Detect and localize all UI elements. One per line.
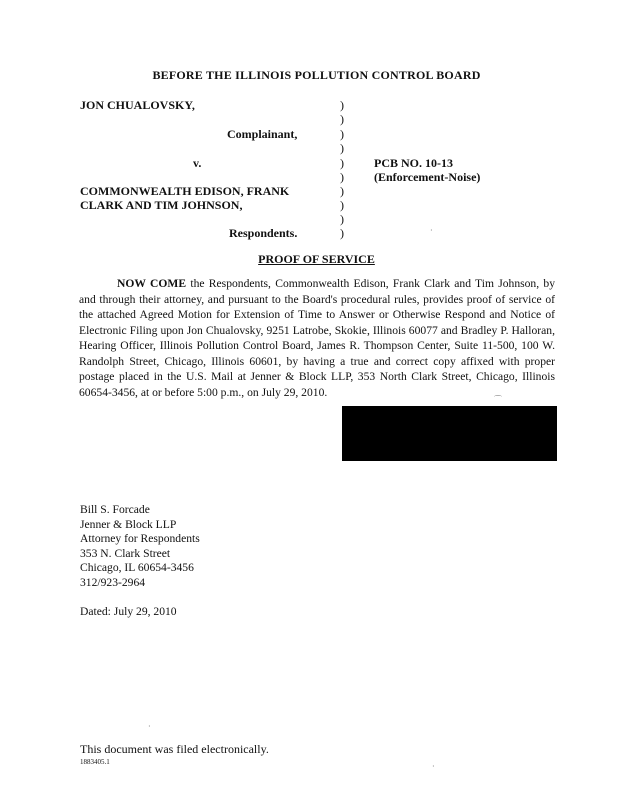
dated-line: Dated: July 29, 2010 [80, 605, 177, 618]
caption-paren: ) [340, 184, 344, 198]
defendants-line-1: COMMONWEALTH EDISON, FRANK [80, 184, 290, 198]
caption-paren: ) [340, 98, 344, 112]
scan-mark: ⌒ [494, 395, 502, 404]
scan-mark: · [148, 722, 151, 731]
court-heading: BEFORE THE ILLINOIS POLLUTION CONTROL BOARD [152, 68, 481, 82]
scan-mark: · [430, 226, 433, 235]
defendants-role: Respondents. [229, 226, 298, 240]
redacted-signature [342, 406, 557, 461]
document-id: 1883405.1 [80, 758, 110, 766]
body-text: the Respondents, Commonwealth Edison, Frank Clark and Tim Johnson, by and through their attorney, and pursuant to the Board's procedural rules, provides proof of service of the attached Agreed Motion for Extension of Time to Answer or Otherwise Respond and Notice of Electronic Filing upon Jon Chualovsky, 9251 Latrobe, Skokie, Illinois 60077 and Bradley P. Halloran, Hearing Officer, Illinois Pollution Control Board, James R. Thompson Center, Suite 11-500, 100 W. Randolph Street, Chicago, Illinois 60601, by having a true and correct copy affixed with proper postage placed in the U.S. Mail at Jenner & Block LLP, 353 North Clark Street, Chicago, Illinois 60654-3456, at or before 5:00 p.m., on July 29, 2010. [79, 277, 555, 399]
filing-note: This document was filed electronically. [80, 742, 269, 756]
document-title: PROOF OF SERVICE [258, 252, 375, 266]
caption-paren: ) [340, 212, 344, 226]
firm-phone: 312/923-2964 [80, 575, 146, 589]
case-type: (Enforcement-Noise) [374, 170, 481, 184]
firm-city: Chicago, IL 60654-3456 [80, 561, 194, 574]
service-paragraph [79, 276, 555, 400]
case-number: PCB NO. 10-13 [374, 156, 453, 170]
defendants-line-2: CLARK AND TIM JOHNSON, [80, 198, 243, 212]
firm-street: 353 N. Clark Street [80, 546, 171, 560]
caption-paren: ) [340, 226, 344, 240]
attorney-role: Attorney for Respondents [80, 532, 200, 545]
caption-paren: ) [340, 127, 344, 141]
caption-paren: ) [340, 198, 344, 212]
versus: v. [193, 156, 202, 170]
plaintiff-name: JON CHUALOVSKY, [80, 98, 195, 112]
attorney-name: Bill S. Forcade [80, 503, 150, 516]
body-lead: NOW COME [117, 277, 187, 290]
caption-paren: ) [340, 112, 344, 126]
signature-block [80, 503, 200, 590]
law-firm: Jenner & Block LLP [80, 517, 177, 531]
caption-paren: ) [340, 156, 344, 170]
caption-paren: ) [340, 141, 344, 155]
caption-paren: ) [340, 170, 344, 184]
plaintiff-role: Complainant, [227, 127, 298, 141]
scan-mark: · [432, 762, 435, 771]
